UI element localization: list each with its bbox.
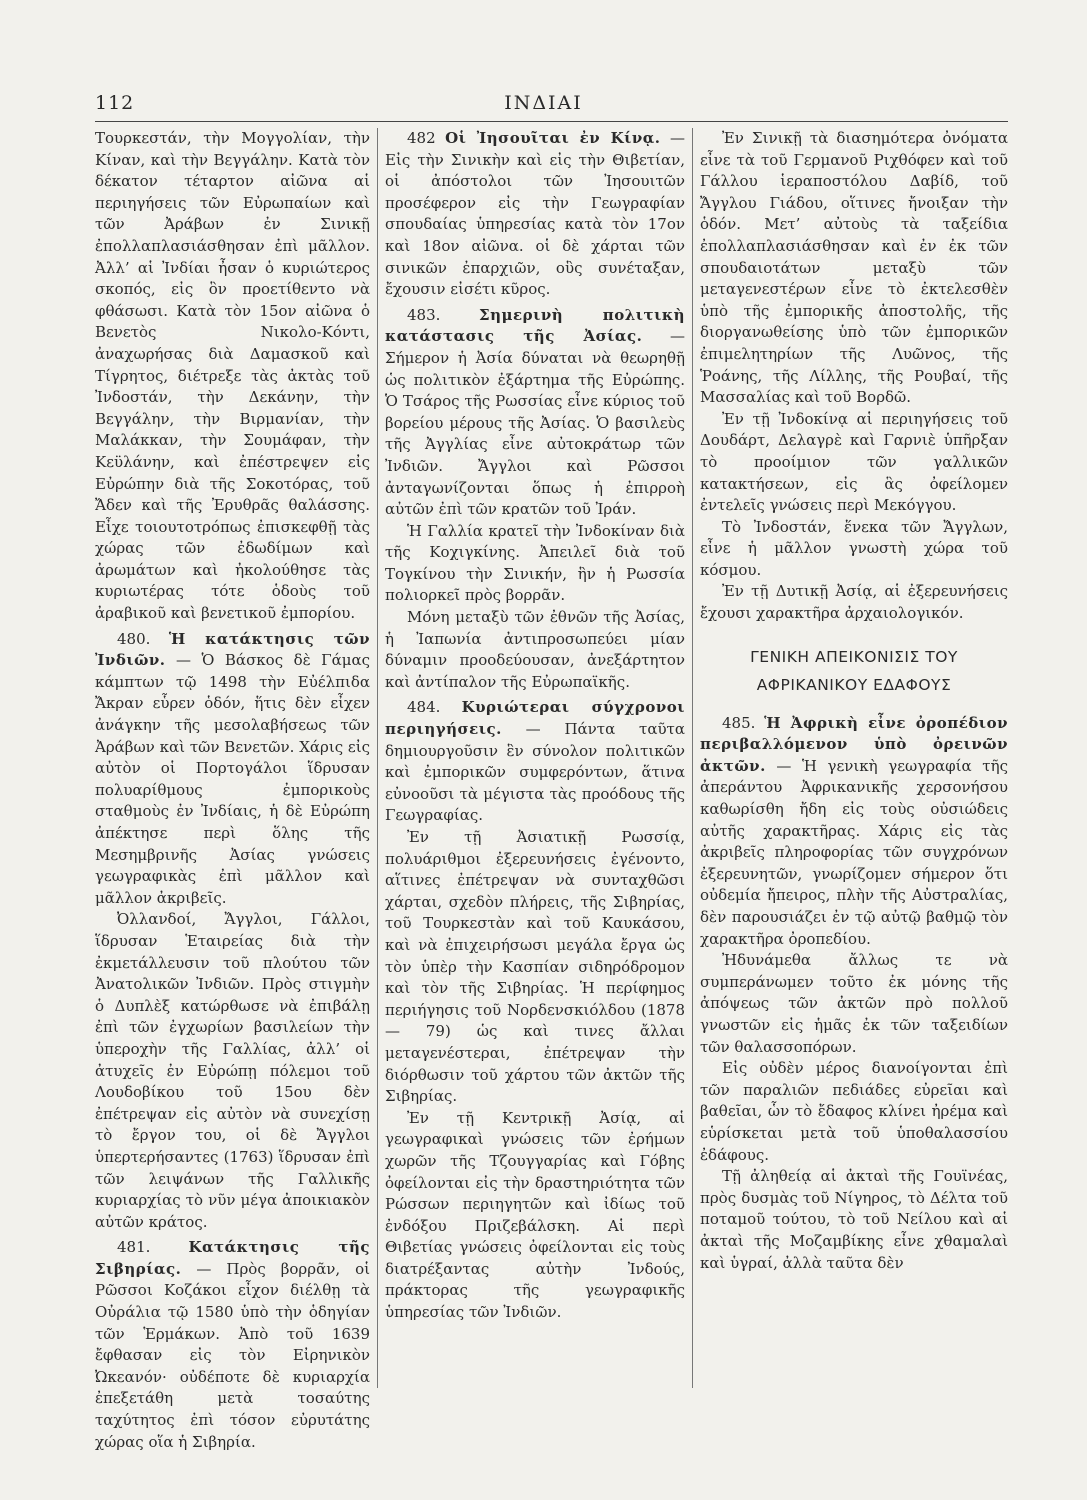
- section-482: [385, 128, 685, 301]
- section-text: — Ὁ Βάσκος δὲ Γάμας κάμπτων τῷ 1498 τὴν Εὐέλπιδα Ἄκραν εὗρεν ὁδόν, ἥτις δὲν εἶχεν ἀνάγκην τῆς μεσολαβήσεως τῶν Ἀράβων καὶ τῶν Βενετῶν. Χάρις εἰς αὐτὸν οἱ Πορτογάλοι ἵδρυσαν πολυαρίθμους ἐμπορικοὺς σταθμοὺς ἐν Ἰνδίαις, ἡ δὲ Εὐρώπη ἀπέκτησε περὶ ὅλης τῆς Μεσημβρινῆς Ἀσίας γνώσεις γεωγραφικὰς ἐπὶ μᾶλλον καὶ μᾶλλον ἀκριβεῖς.: [95, 651, 370, 907]
- chapter-heading-line: ΑΦΡΙΚΑΝΙΚΟΥ ΕΔΑΦΟΥΣ: [756, 675, 952, 694]
- section-text: — Ἡ γενικὴ γεωγραφία τῆς ἀπεράντου Ἀφρικανικῆς χερσονήσου καθωρίσθη ἤδη εἰς τοὺς οὐσιώδεις αὐτῆς χαρακτῆρας. Χάρις εἰς τὰς ἀκριβεῖς πληροφορίας τῶν συγχρόνων ἐξερευνητῶν, γνωρίζομεν σήμερον ὅτι οὐδεμία ἤπειρος, πλὴν τῆς Αὐστραλίας, δὲν παρουσιάζει ἐν τῷ αὐτῷ βαθμῷ τὸν χαρακτῆρα ὀροπεδίου.: [700, 756, 1008, 948]
- chapter-heading: [700, 643, 1008, 699]
- section-number: 485.: [722, 713, 756, 732]
- paragraph: Ἠδυνάμεθα ἄλλως τε νὰ συμπεράνωμεν τοῦτο ἐκ μόνης τῆς ἀπόψεως τῶν ἀκτῶν πρὸ πολλοῦ γνωστῶν εἰς ἡμᾶς ἐκ τῶν ταξειδίων τῶν θαλασσοπόρων.: [700, 951, 1008, 1056]
- section-number: 481.: [117, 1238, 151, 1257]
- paragraph: Τουρκεστάν, τὴν Μογγολίαν, τὴν Κίναν, καὶ τὴν Βεγγάλην. Κατὰ τὸν δέκατον τέταρτον αἰῶνα αἱ περιηγήσεις τῶν Εὐρωπαίων καὶ τῶν Ἀράβων ἐν Σινικῇ ἐπολλαπλασιάσθησαν ἐπὶ μᾶλλον. Ἀλλ’ αἱ Ἰνδίαι ἦσαν ὁ κυριώτερος σκοπός, εἰς ὃν προετίθεντο νὰ φθάσωσι. Κατὰ τὸν 15ον αἰῶνα ὁ Βενετὸς Νικολο-Κόντι, ἀναχωρήσας διὰ Δαμασκοῦ καὶ Τίγρητος, διέτρεξε τὰς ἀκτὰς τοῦ Ἰνδοστάν, τὴν Δεκάνην, τὴν Βεγγάλην, τὴν Βιρμανίαν, τὴν Μαλάκκαν, τὴν Σουμάφαν, τὴν Κεϋλάνην, καὶ ἐπέστρεψεν εἰς Εὐρώπην διὰ τῆς Σοκοτόρας, τοῦ Ἄδεν καὶ τῆς Ἐρυθρᾶς θαλάσσης. Εἶχε τοιουτοτρόπως ἐπισκεφθῇ τὰς χώρας τῶν ἐδωδίμων καὶ ἀρωμάτων καὶ ἠκολούθησε τὰς κυριωτέρας τότε ὁδοὺς τοῦ ἀραβικοῦ καὶ βενετικοῦ ἐμπορίου.: [95, 129, 370, 623]
- paragraph: Ἐν τῇ Ἰνδοκίνᾳ αἱ περιηγήσεις τοῦ Δουδάρτ, Δελαγρὲ καὶ Γαρνιὲ ὑπῆρξαν τὸ προοίμιον τῶν γαλλικῶν κατακτήσεων, εἰς ἃς ὀφείλομεν ἐντελεῖς γνώσεις περὶ Μεκόγγου.: [700, 409, 1008, 515]
- header-rule: [95, 121, 1008, 122]
- section-title: Σημερινὴ πολιτικὴ κατάστασις τῆς Ἀσίας.: [385, 305, 685, 346]
- chapter-heading-line: ΓΕΝΙΚΗ ΑΠΕΙΚΟΝΙΣΙΣ ΤΟΥ: [750, 647, 958, 666]
- paragraph: Ὀλλανδοί, Ἄγγλοι, Γάλλοι, ἵδρυσαν Ἑταιρείας διὰ τὴν ἐκμετάλλευσιν τοῦ πλούτου τῶν Ἀνατολικῶν Ἰνδιῶν. Πρὸς στιγμὴν ὁ Δυπλὲξ κατώρθωσε νὰ ἐπιβάλῃ ἐπὶ τῶν ἐγχωρίων βασιλείων τὴν ὑπεροχὴν τῆς Γαλλίας, ἀλλ’ οἱ ἀτυχεῖς ἐν Εὐρώπῃ πόλεμοι τοῦ Λουδοβίκου τοῦ 15ου δὲν ἐπέτρεψαν εἰς αὐτὸν νὰ συνεχίσῃ τὸ ἔργον του, οἱ δὲ Ἄγγλοι ὑπερτερήσαντες (1763) ἵδρυσαν ἐπὶ τῶν λειψάνων τῆς Γαλλικῆς κυριαρχίας τὸ νῦν μέγα ἀποικιακὸν αὐτῶν κράτος.: [95, 910, 370, 1231]
- section-text: — Σήμερον ἡ Ἀσία δύναται νὰ θεωρηθῇ ὡς πολιτικὸν ἐξάρτημα τῆς Εὐρώπης. Ὁ Τσάρος τῆς Ρωσσίας εἶνε κύριος τοῦ βορείου μέρους τῆς Ἀσίας. Ὁ βασιλεὺς τῆς Ἀγγλίας εἶνε αὐτοκράτωρ τῶν Ἰνδιῶν. Ἄγγλοι καὶ Ρῶσσοι ἀνταγωνίζονται ὅπως ἡ ἐπιρροὴ αὐτῶν ἐπὶ τῶν κρατῶν τοῦ Ἰράν.: [385, 327, 685, 519]
- paragraph: Ἡ Γαλλία κρατεῖ τὴν Ἰνδοκίναν διὰ τῆς Κοχιγκίνης. Ἀπειλεῖ διὰ τοῦ Τογκίνου τὴν Σινικήν, ἣν ἡ Ρωσσία πολιορκεῖ πρὸς βορρᾶν.: [385, 521, 685, 605]
- paragraph: Εἰς οὐδὲν μέρος διανοίγονται ἐπὶ τῶν παραλιῶν πεδιάδες εὐρεῖαι καὶ βαθεῖαι, ὧν τὸ ἔδαφος κλίνει ἠρέμα καὶ εὑρίσκεται μετὰ τοῦ ὑποθαλασσίου ἐδάφους.: [700, 1059, 1008, 1164]
- paragraph: Τῇ ἀληθείᾳ αἱ ἀκταὶ τῆς Γουϊνέας, πρὸς δυσμὰς τοῦ Νίγηρος, τὸ Δέλτα τοῦ ποταμοῦ τούτου, τὸ τοῦ Νείλου καὶ αἱ ἀκταὶ τῆς Μοζαμβίκης εἶνε χθαμαλαὶ καὶ ὑγραί, ἀλλὰ ταῦτα δὲν: [700, 1167, 1008, 1272]
- section-title: Οἱ Ἰησουῖται ἐν Κίνᾳ.: [445, 129, 661, 147]
- section-title: Ἡ κατάκτησις τῶν Ἰνδιῶν.: [95, 629, 370, 670]
- section-text: — Πάντα ταῦτα δημιουργοῦσιν ἓν σύνολον πολιτικῶν καὶ ἐμπορικῶν συμφερόντων, ἅτινα εὐνοοῦσι τὰ μέγιστα τὰς προόδους τῆς Γεωγραφίας.: [385, 720, 685, 825]
- column-divider-1: [377, 128, 378, 1388]
- section-text: — Εἰς τὴν Σινικὴν καὶ εἰς τὴν Θιβετίαν, οἱ ἀπόστολοι τῶν Ἰησουιτῶν προσέφερον εἰς τὴν Γεωγραφίαν σπουδαίας ὑπηρεσίας κατὰ τὸν 17ον καὶ 18ον αἰῶνα. οἱ δὲ χάρται τῶν σινικῶν ἐπαρχιῶν, οὓς συνέταξαν, ἔχουσιν εἰσέτι κῦρος.: [385, 129, 685, 299]
- section-484: [385, 697, 685, 827]
- section-number: 480.: [117, 629, 151, 648]
- paragraph: Ἐν τῇ Ἀσιατικῇ Ρωσσίᾳ, πολυάριθμοι ἐξερευνήσεις ἐγένοντο, αἵτινες ἐπέτρεψαν νὰ συνταχθῶσι χάρται, σχεδὸν πλήρεις, τῆς Σιβηρίας, τοῦ Τουρκεστὰν καὶ τοῦ Καυκάσου, καὶ νὰ ἐπιχειρήσωσι μεγάλα ἔργα ὡς τὸν ὑπὲρ τὴν Κασπίαν σιδηρόδρομον καὶ τὸν τῆς Σιβηρίας. Ἡ περίφημος περιήγησις τοῦ Νορδενσκιόλδου (1878 — 79) ὡς καὶ τινες ἄλλαι μεταγενέστεραι, ἐπέτρεψαν τὴν διόρθωσιν τοῦ χάρτου τῶν ἀκτῶν τῆς Σιβηρίας.: [385, 828, 685, 1106]
- section-481: [95, 1237, 370, 1453]
- section-number: 483.: [407, 305, 441, 324]
- section-485: [700, 713, 1008, 951]
- section-text: — Πρὸς βορρᾶν, οἱ Ρῶσσοι Κοζάκοι εἶχον διέλθῃ τὰ Οὐράλια τῷ 1580 ὑπὸ τὴν ὁδηγίαν τῶν Ἑρμάκων. Ἀπὸ τοῦ 1639 ἔφθασαν εἰς τὸν Εἰρηνικὸν Ὠκεανόν· οὐδέποτε δὲ κυριαρχία ἐπεξετάθη μετὰ τοσαύτης ταχύτητος ἐπὶ τόσον εὐρυτάτης χώρας οἵα ἡ Σιβηρία.: [95, 1259, 370, 1451]
- section-number: 484.: [407, 698, 441, 717]
- column-divider-2: [692, 128, 693, 1388]
- column-1: [95, 128, 370, 1451]
- column-3: [700, 128, 1008, 1428]
- column-2: [385, 128, 685, 1428]
- paragraph: Μόνη μεταξὺ τῶν ἐθνῶν τῆς Ἀσίας, ἡ Ἰαπωνία ἀντιπροσωπεύει μίαν δύναμιν προοδεύουσαν, ἀνεξάρτητον καὶ ἀντίπαλον τῆς Εὐρωπαϊκῆς.: [385, 608, 685, 691]
- paragraph: Ἐν Σινικῇ τὰ διασημότερα ὀνόματα εἶνε τὰ τοῦ Γερμανοῦ Ριχθόφεν καὶ τοῦ Γάλλου ἱεραποστόλου Δαβίδ, τοῦ Ἄγγλου Γιάδου, οἵτινες ἤνοιξαν τὴν ὁδόν. Μετ’ αὐτοὺς τὰ ταξείδια ἐπολλαπλασιάσθησαν καὶ ἐν ἐκ τῶν σπουδαιοτάτων μεταξὺ τῶν μεταγενεστέρων εἶνε τὸ ἐκτελεσθὲν ὑπὸ τῆς ἐμπορικῆς ἀποστολῆς, τῆς διοργανωθείσης ὑπὸ τῶν ἐμπορικῶν ἐπιμελητηρίων τῆς Λυῶνος, τῆς Ῥοάνης, τῆς Λίλλης, τῆς Ρουβαί, τῆς Μασσαλίας καὶ τοῦ Βορδῶ.: [700, 129, 1008, 407]
- section-483: [385, 305, 685, 521]
- running-title: ΙΝΔΙΑΙ: [504, 92, 583, 114]
- paragraph: Ἐν τῇ Δυτικῇ Ἀσίᾳ, αἱ ἐξερευνήσεις ἔχουσι χαρακτῆρα ἀρχαιολογικόν.: [700, 582, 1008, 623]
- section-title: Κατάκτησις τῆς Σιβηρίας.: [95, 1238, 370, 1278]
- section-title: Κυριώτεραι σύγχρονοι περιηγήσεις.: [385, 698, 685, 739]
- paragraph: Ἐν τῇ Κεντρικῇ Ἀσίᾳ, αἱ γεωγραφικαὶ γνώσεις τῶν ἐρήμων χωρῶν τῆς Τζουγγαρίας καὶ Γόβης ὀφείλονται εἰς τὴν δραστηριότητα τῶν Ρώσσων περιηγητῶν καὶ ἰδίως τοῦ ἐνδόξου Πριζεβάλσκη. Αἱ περὶ Θιβετίας γνώσεις ὀφείλονται εἰς τοὺς διατρέξαντας αὐτὴν Ἰνδούς, πράκτορας τῆς γεωγραφικῆς ὑπηρεσίας τῶν Ἰνδιῶν.: [385, 1108, 685, 1322]
- section-480: [95, 629, 370, 910]
- section-title: Ἡ Ἀφρικὴ εἶνε ὀροπέδιον περιβαλλόμενον ὑπὸ ὀρεινῶν ἀκτῶν.: [700, 713, 1008, 775]
- paragraph: Τὸ Ἰνδοστάν, ἕνεκα τῶν Ἄγγλων, εἶνε ἡ μᾶλλον γνωστὴ χώρα τοῦ κόσμου.: [700, 517, 1008, 579]
- section-number: 482: [407, 129, 436, 147]
- page-number: 112: [95, 92, 135, 114]
